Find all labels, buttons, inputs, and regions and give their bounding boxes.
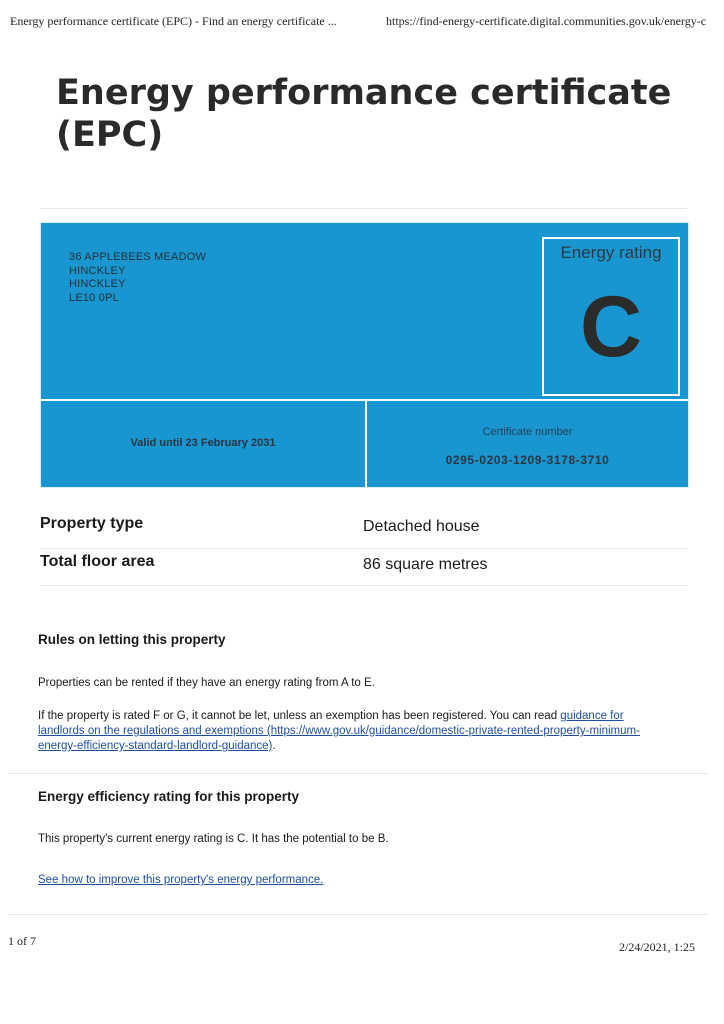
improve-performance-text	[38, 873, 668, 888]
efficiency-rating-heading: Energy efficiency rating for this property	[38, 789, 300, 804]
energy-rating-letter: C	[579, 279, 643, 375]
divider	[365, 401, 367, 487]
letting-exemption-suffix: .	[272, 740, 276, 752]
divider	[40, 548, 687, 549]
valid-until: Valid until 23 February 2031	[130, 437, 276, 449]
property-type-label: Property type	[40, 515, 144, 532]
energy-rating-box	[542, 237, 680, 396]
print-header-title: Energy performance certificate (EPC) - Find an energy certificate ...	[10, 14, 337, 28]
letting-rules-heading: Rules on letting this property	[38, 632, 226, 647]
address-line: 36 APPLEBEES MEADOW	[69, 251, 207, 263]
address-line: HINCKLEY	[69, 264, 126, 277]
print-header-url: https://find-energy-certificate.digital.communities.gov.uk/energy-c	[386, 14, 707, 28]
certificate-number: 0295-0203-1209-3178-3710	[445, 453, 610, 467]
certificate-card	[40, 222, 689, 488]
letting-exemption-text	[38, 709, 662, 754]
energy-rating-label: Energy rating	[560, 243, 662, 262]
property-type-value: Detached house	[363, 518, 480, 535]
divider	[8, 773, 708, 774]
floor-area-value: 86 square metres	[363, 556, 488, 573]
efficiency-rating-text: This property's current energy rating is C. It has the potential to be B.	[38, 833, 389, 845]
certificate-number-label: Certificate number	[482, 426, 573, 438]
page-number: 1 of 7	[8, 934, 36, 948]
divider	[40, 585, 687, 586]
print-datetime: 2/24/2021, 1:25	[619, 940, 696, 954]
page-title: Energy performance certificate (EPC)	[56, 73, 672, 155]
address-line: LE10 0PL	[69, 291, 119, 304]
letting-exemption-prefix: If the property is rated F or G, it cannot be let, unless an exemption has been registered. You can read	[38, 710, 561, 722]
letting-rules-text: Properties can be rented if they have an energy rating from A to E.	[38, 677, 375, 689]
divider	[40, 208, 687, 209]
floor-area-label: Total floor area	[40, 553, 155, 570]
address-line: HINCKLEY	[69, 278, 126, 290]
improve-performance-link[interactable]: See how to improve this property's energy performance.	[38, 874, 324, 886]
landlord-guidance-link[interactable]: guidance for landlords on the regulations and exemptions (https://www.gov.uk/guidance/domestic-private-rented-property-minimum-energy-efficiency-standard-landlord-guidance)	[38, 710, 640, 752]
divider	[8, 914, 708, 915]
property-address	[69, 251, 206, 305]
